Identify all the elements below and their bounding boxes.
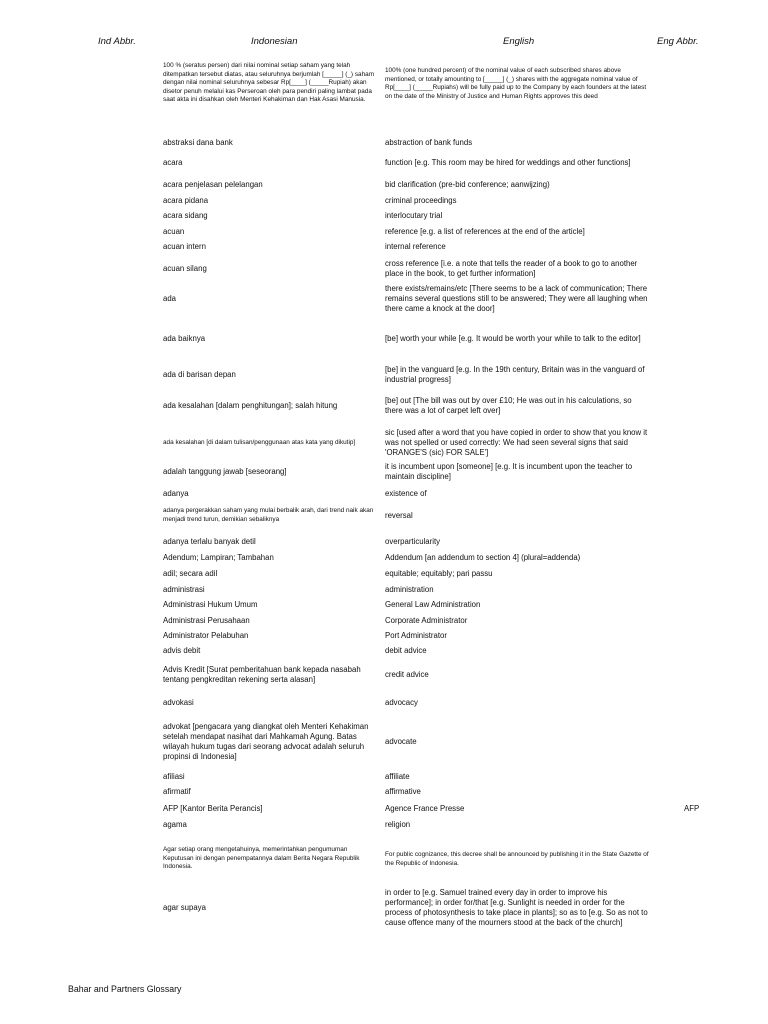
english-term: reversal <box>385 511 413 520</box>
indonesian-term: adanya pergerakkan saham yang mulai berbalik arah, dari trend naik akan menjadi trend turun, demikian sebaliknya <box>163 507 374 523</box>
indonesian-term: agama <box>163 820 187 829</box>
english-term: existence of <box>385 489 427 498</box>
indonesian-term: acuan <box>163 227 185 236</box>
english-term: [be] in the vanguard [e.g. In the 19th century, Britain was in the vanguard of industrial progress] <box>385 365 645 384</box>
english-term: internal reference <box>385 242 446 251</box>
indonesian-term: adanya terlalu banyak detil <box>163 537 256 546</box>
indonesian-term: afiliasi <box>163 772 185 781</box>
indonesian-term: advokat [pengacara yang diangkat oleh Menteri Kehakiman setelah mendapat nasihat dari Mahkamah Agung. Batas wilayah hukum tugas dari seorang advocat adalah seluruh propinsi di Indonesia] <box>163 722 369 761</box>
indonesian-term: Administrator Pelabuhan <box>163 631 249 640</box>
indonesian-term: acuan intern <box>163 242 206 251</box>
english-term: function [e.g. This room may be hired for weddings and other functions] <box>385 158 631 167</box>
indonesian-term: afirmatif <box>163 787 191 796</box>
english-term: affirmative <box>385 787 421 796</box>
english-term: bid clarification (pre-bid conference; aanwijzing) <box>385 180 550 189</box>
english-term: debit advice <box>385 646 427 655</box>
english-term: there exists/remains/etc [There seems to be a lack of communication; There remains several questions still to be answered; They were all laughing when there came a knock at the door] <box>385 284 648 313</box>
column-header-indonesian: Indonesian <box>251 36 298 47</box>
indonesian-term: abstraksi dana bank <box>163 138 233 147</box>
indonesian-term: Administrasi Hukum Umum <box>163 600 258 609</box>
indonesian-term: administrasi <box>163 585 205 594</box>
english-abbreviation: AFP <box>684 804 700 813</box>
indonesian-term: acuan silang <box>163 264 207 273</box>
english-term: criminal proceedings <box>385 196 457 205</box>
indonesian-term: Advis Kredit [Surat pemberitahuan bank kepada nasabah tentang pengkreditan rekening serta alasan] <box>163 665 361 684</box>
english-term: sic [used after a word that you have copied in order to show that you know it was not spelled or used correctly: We had seen several signs that said 'ORANGE'S (sic) FOR SALE'] <box>385 428 648 457</box>
english-term: abstraction of bank funds <box>385 138 473 147</box>
english-term: equitable; equitably; pari passu <box>385 569 493 578</box>
english-term: Addendum [an addendum to section 4] (plural=addenda) <box>385 553 581 562</box>
indonesian-term: ada kesalahan [di dalam tulisan/penggunaan atas kata yang dikutip] <box>163 439 356 446</box>
indonesian-term: Administrasi Perusahaan <box>163 616 250 625</box>
indonesian-term: advis debit <box>163 646 201 655</box>
english-term: cross reference [i.e. a note that tells the reader of a book to go to another place in the book, to get further information] <box>385 259 638 278</box>
indonesian-term: agar supaya <box>163 903 206 912</box>
indonesian-term: acara pidana <box>163 196 209 205</box>
indonesian-term: 100 % (seratus persen) dari nilai nominal setiap saham yang telah ditempatkan tersebut diatas, atau seluruhnya berjumlah [_____] (_) saham dengan nilai nominal seluruhnya sebesar Rp[____] (_____Rupiah) akan disetor penuh melalui kas Perseroan oleh para pendiri paling lambat pada saat akta ini disahkan oleh Menteri Kehakiman dan Hak Asasi Manusia. <box>163 62 375 104</box>
indonesian-term: ada baiknya <box>163 334 206 343</box>
indonesian-term: AFP [Kantor Berita Perancis] <box>163 804 263 813</box>
english-term: General Law Administration <box>385 600 481 609</box>
english-term: Corporate Administrator <box>385 616 468 625</box>
indonesian-term: Adendum; Lampiran; Tambahan <box>163 553 274 562</box>
footer-title: Bahar and Partners Glossary <box>68 984 182 994</box>
english-term: Port Administrator <box>385 631 447 640</box>
english-term: Agence France Presse <box>385 804 465 813</box>
column-header-english: English <box>503 36 535 47</box>
english-term: credit advice <box>385 670 429 679</box>
indonesian-term: advokasi <box>163 698 194 707</box>
english-term: administration <box>385 585 434 594</box>
indonesian-term: adil; secara adil <box>163 569 218 578</box>
english-term: interlocutary trial <box>385 211 443 220</box>
indonesian-term: ada <box>163 294 177 303</box>
english-term: it is incumbent upon [someone] [e.g. It is incumbent upon the teacher to maintain discipline] <box>385 462 633 481</box>
english-term: For public cognizance, this decree shall be announced by publishing it in the State Gazette of the Republic of Indonesia. <box>385 851 649 867</box>
indonesian-term: acara sidang <box>163 211 208 220</box>
english-term: advocacy <box>385 698 418 707</box>
indonesian-term: ada di barisan depan <box>163 370 236 379</box>
column-header-eng-abbr: Eng Abbr. <box>657 36 699 47</box>
english-term: in order to [e.g. Samuel trained every day in order to improve his performance]; in order for/that [e.g. Sunlight is needed in order for the process of photosynthesis to take place in plants]; so as to [e.g. So as not to cause offence many of the mourners stood at the back of the church] <box>385 888 648 927</box>
column-header-ind-abbr: Ind Abbr. <box>98 36 136 47</box>
indonesian-term: ada kesalahan [dalam penghitungan]; salah hitung <box>163 401 338 410</box>
indonesian-term: Agar setiap orang mengetahuinya, memerintahkan pengumuman Keputusan ini dengan penempatannya dalam Berita Negara Republik Indonesia. <box>163 846 360 871</box>
indonesian-term: acara penjelasan pelelangan <box>163 180 263 189</box>
english-term: reference [e.g. a list of references at the end of the article] <box>385 227 585 236</box>
indonesian-term: acara <box>163 158 183 167</box>
english-term: religion <box>385 820 411 829</box>
english-term: [be] worth your while [e.g. It would be worth your while to talk to the editor] <box>385 334 641 343</box>
indonesian-term: adalah tanggung jawab [seseorang] <box>163 467 287 476</box>
english-term: advocate <box>385 737 417 746</box>
english-term: 100% (one hundred percent) of the nominal value of each subscribed shares above mentioned, or totally amounting to [_____] (_) shares with the aggregate nominal value of Rp[____] (_____Rupiahs) will be fully paid up to the Company by each founders at the latest on the date of the Ministry of Justice and Human Rights approves this deed <box>385 67 647 100</box>
english-term: affiliate <box>385 772 410 781</box>
english-term: overparticularity <box>385 537 441 546</box>
indonesian-term: adanya <box>163 489 189 498</box>
english-term: [be] out [The bill was out by over £10; He was out in his calculations, so there was a lot of carpet left over] <box>385 396 632 415</box>
